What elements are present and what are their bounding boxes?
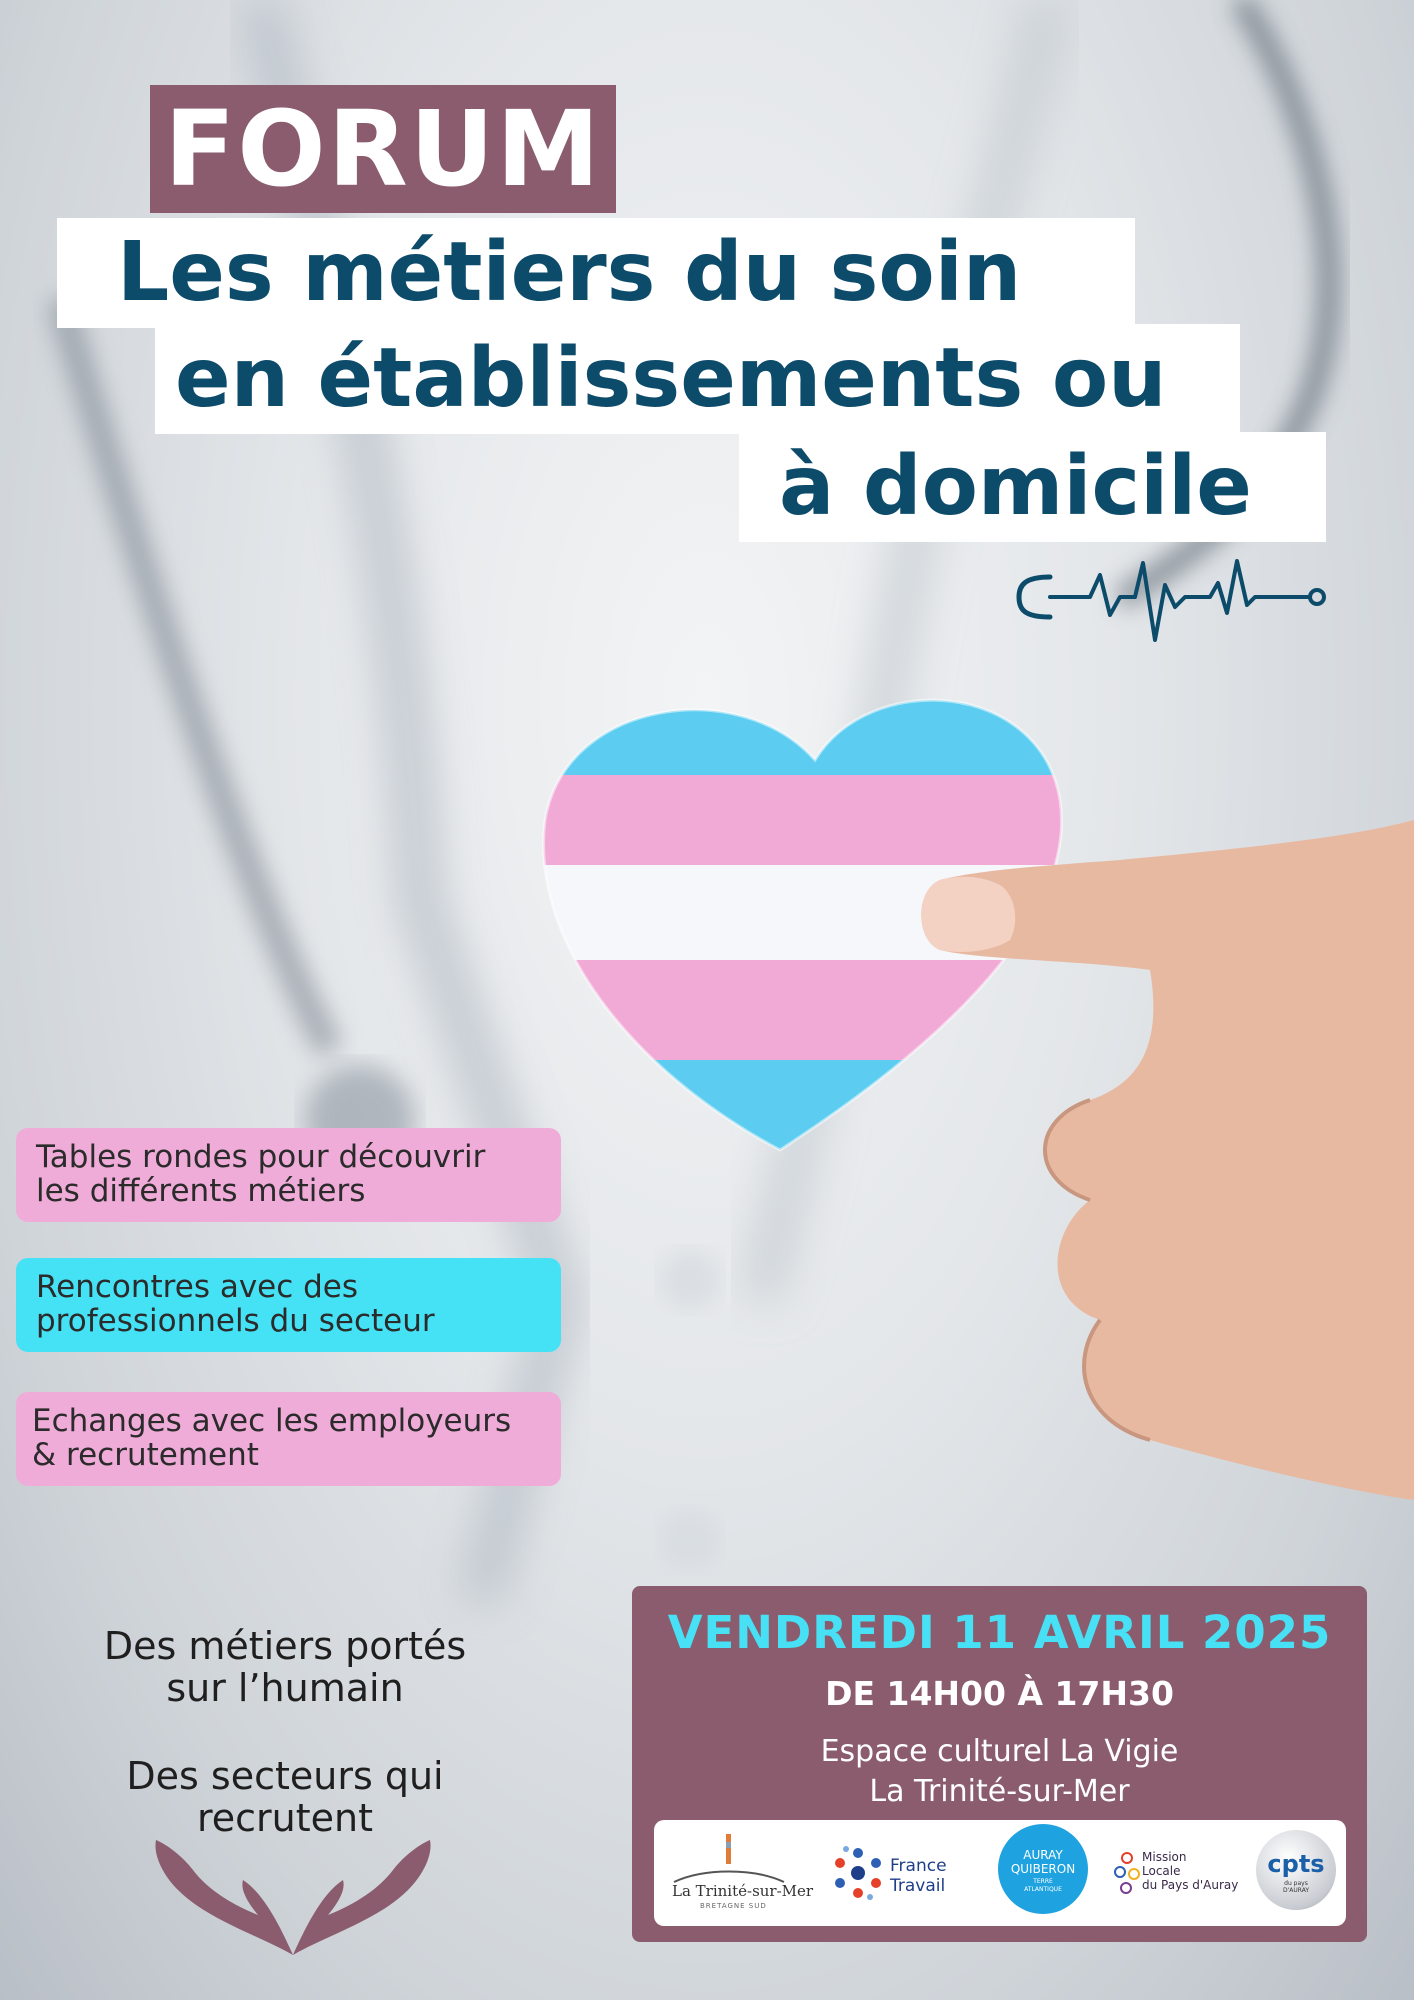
- event-info-box: [632, 1586, 1367, 1942]
- feature-text-line: les différents métiers: [36, 1173, 366, 1209]
- feature-text-line: professionnels du secteur: [36, 1303, 435, 1339]
- lighthouse-icon: [664, 1820, 794, 1926]
- tagline-line: Des métiers portés: [103, 1624, 467, 1668]
- logo-auray-quiberon: [994, 1820, 1090, 1926]
- tagline-line: Des secteurs qui: [126, 1754, 444, 1798]
- logo-france-travail: [832, 1820, 962, 1926]
- logo-mission-line2: Locale: [1142, 1864, 1181, 1878]
- title-line-2: en établissements ou: [155, 324, 1240, 434]
- tagline-line: recrutent: [196, 1796, 374, 1840]
- title-line-3: à domicile: [739, 432, 1326, 542]
- feature-text-line: Echanges avec les employeurs: [32, 1403, 512, 1439]
- tagline-metiers-humain: [60, 1625, 510, 1709]
- logo-auray-line4: ATLANTIQUE: [1024, 1886, 1062, 1893]
- event-town: La Trinité-sur-Mer: [869, 1774, 1130, 1809]
- logo-france-travail-line1: France: [890, 1856, 947, 1876]
- logo-mission-line1: Mission: [1142, 1850, 1187, 1864]
- france-travail-icon: [832, 1845, 884, 1901]
- hand-image: [920, 800, 1414, 1500]
- logo-france-travail-line2: Travail: [890, 1876, 946, 1896]
- logo-cpts-sub1: du pays: [1284, 1880, 1308, 1887]
- logo-mission-locale: [1112, 1820, 1239, 1926]
- logo-trinite-sub: BRETAGNE SUD: [700, 1902, 767, 1910]
- forum-badge: FORUM: [150, 85, 616, 213]
- logo-trinite-sur-mer: [664, 1820, 814, 1926]
- logo-mission-line3: du Pays d'Auray: [1142, 1878, 1239, 1892]
- tagline-line: sur l’humain: [166, 1666, 404, 1710]
- feature-pill-echanges: [16, 1392, 561, 1486]
- logo-auray-line2: QUIBERON: [1010, 1862, 1076, 1876]
- event-date: VENDREDI 11 AVRIL 2025: [667, 1606, 1332, 1659]
- logo-cpts-name: cpts: [1267, 1850, 1325, 1878]
- event-venue: Espace culturel La Vigie: [820, 1734, 1179, 1769]
- tagline-secteurs-recrutent: [60, 1755, 510, 1839]
- feature-pill-tables-rondes: [16, 1128, 561, 1222]
- partner-logos: [654, 1820, 1346, 1926]
- feature-text-line: & recrutement: [32, 1437, 259, 1473]
- logo-auray-line1: AURAY: [1023, 1848, 1063, 1862]
- feature-pill-rencontres: [16, 1258, 561, 1352]
- logo-auray-line3: TERRE: [1033, 1878, 1053, 1885]
- mission-locale-icon: [1112, 1850, 1142, 1898]
- caring-hands-icon: [148, 1835, 438, 1960]
- title-line-1: Les métiers du soin: [57, 218, 1135, 328]
- feature-text-line: Tables rondes pour découvrir: [36, 1139, 486, 1175]
- logo-cpts: [1252, 1820, 1338, 1926]
- feature-text-line: Rencontres avec des: [36, 1269, 359, 1305]
- logo-trinite-name: La Trinité-sur-Mer: [672, 1882, 814, 1900]
- event-time: DE 14H00 À 17H30: [825, 1674, 1174, 1713]
- stethoscope-heartbeat-icon: [1015, 555, 1330, 645]
- logo-cpts-sub2: D'AURAY: [1283, 1887, 1309, 1894]
